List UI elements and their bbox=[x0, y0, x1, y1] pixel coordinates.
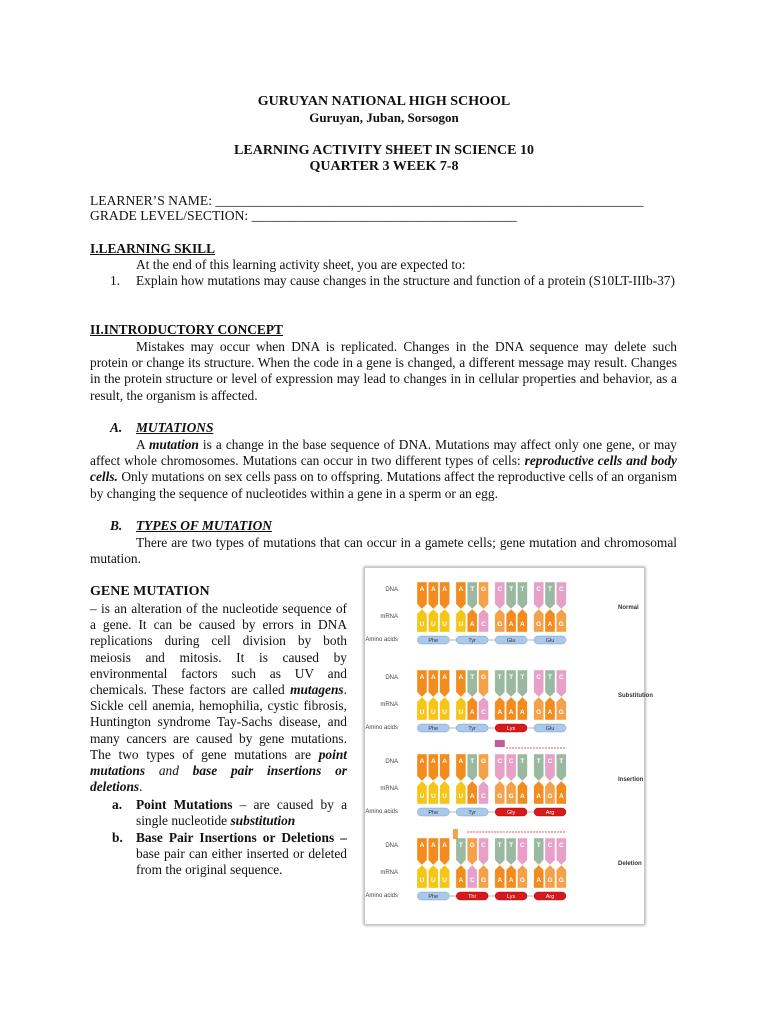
dna-base-letter: T bbox=[470, 674, 475, 681]
dna-base-letter: C bbox=[536, 674, 542, 681]
mrna-base-letter: C bbox=[481, 793, 486, 800]
dna-base-letter: T bbox=[497, 674, 502, 681]
mrna-base-letter: C bbox=[481, 621, 486, 628]
mrna-base-letter: G bbox=[558, 877, 564, 884]
dna-row-label: DNA bbox=[385, 759, 398, 765]
objective-number: 1. bbox=[110, 273, 121, 288]
gene-mutation-heading: GENE MUTATION bbox=[90, 584, 210, 599]
mrna-base-letter: U bbox=[419, 621, 425, 628]
mrna-base-letter: G bbox=[480, 877, 487, 884]
dna-base-letter: T bbox=[458, 842, 463, 849]
learner-name-label: LEARNER’S NAME: bbox=[90, 193, 216, 208]
introductory-concept-paragraph: Mistakes may occur when DNA is replicated. Changes in the DNA sequence may delete such protein or change its structure. When the code in a gene is changed, a different message may result. Changes in the protein structure or level of expression may lead to changes in in cellular properties and behavior, as a result, the organism is affected. bbox=[90, 339, 677, 403]
amino-acids-row-label: Amino acids bbox=[365, 809, 398, 815]
amino-acids-row-label: Amino acids bbox=[365, 893, 398, 899]
learning-skill-intro: At the end of this learning activity sheet, you are expected to: bbox=[136, 257, 466, 272]
insertions-deletions-text: base pair can either inserted or deleted from the original sequence. bbox=[136, 846, 347, 878]
dna-base-letter: A bbox=[419, 586, 425, 593]
dna-base-letter: T bbox=[559, 758, 564, 765]
mrna-base-letter: A bbox=[536, 793, 542, 800]
dna-base-letter: A bbox=[430, 586, 436, 593]
learner-name-row bbox=[90, 193, 644, 209]
gene-text-2: . Sickle cell anemia, hemophilia, cystic fibrosis, Huntington syndrome Tay-Sachs disease, and many cancers are caused by gene mutations. The two types of gene mutations are bbox=[90, 682, 347, 762]
mrna-base-letter: U bbox=[430, 793, 436, 800]
dna-base-letter: A bbox=[430, 842, 436, 849]
section-a-letter: A. bbox=[110, 420, 123, 435]
amino-acid-name: Phe bbox=[428, 726, 439, 732]
dna-base-letter: C bbox=[558, 842, 564, 849]
types-of-mutation-heading: TYPES OF MUTATION bbox=[136, 518, 272, 533]
mrna-base-letter: G bbox=[547, 793, 553, 800]
dna-base-letter: A bbox=[430, 674, 436, 681]
amino-acid-name: Lys bbox=[506, 726, 516, 732]
mrna-base-letter: G bbox=[536, 709, 542, 716]
dna-base-letter: T bbox=[470, 586, 475, 593]
panel-label-normal: Normal bbox=[618, 605, 639, 611]
dna-base-letter: C bbox=[547, 758, 553, 765]
dna-base-letter: A bbox=[442, 674, 447, 681]
learner-name-blank[interactable]: _______________________________________________________________ bbox=[215, 193, 644, 208]
gene-mutation-paragraph bbox=[90, 601, 347, 795]
section-b-letter: B. bbox=[110, 518, 123, 533]
objective-text: Explain how mutations may cause changes in the structure and function of a protein (S10LT-IIIb-37) bbox=[136, 273, 675, 288]
introductory-concept-heading: II.INTRODUCTORY CONCEPT bbox=[90, 322, 283, 337]
dna-base-letter: T bbox=[470, 758, 475, 765]
mrna-base-letter: A bbox=[508, 709, 514, 716]
dna-base-letter: T bbox=[509, 674, 514, 681]
point-mutations-term: point mutations bbox=[90, 746, 347, 779]
mrna-base-letter: G bbox=[519, 877, 525, 884]
mutations-text-3: Only mutations on sex cells pass on to offspring. Mutations affect the reproductive cells of an organism by changing the sequence of nucleotides within a gene in a sperm or an egg. bbox=[90, 469, 677, 501]
mrna-base-letter: U bbox=[430, 877, 436, 884]
mrna-base-letter: A bbox=[558, 793, 564, 800]
dna-row-label: DNA bbox=[385, 675, 398, 681]
mutation-diagram bbox=[365, 568, 653, 924]
dna-row-label: DNA bbox=[385, 843, 398, 849]
deleted-base-marker bbox=[453, 829, 458, 839]
base-pair-term: base pair insertions or deletions bbox=[90, 763, 347, 795]
mutations-text-1: A bbox=[136, 437, 149, 452]
gene-text-end: . bbox=[139, 779, 143, 795]
mrna-base-letter: A bbox=[520, 793, 525, 800]
inserted-base-marker bbox=[495, 740, 505, 747]
dna-base-letter: T bbox=[520, 586, 525, 593]
mrna-base-letter: G bbox=[497, 793, 503, 800]
mrna-base-letter: A bbox=[547, 709, 553, 716]
amino-acids-row-label: Amino acids bbox=[365, 725, 398, 731]
mutations-text-2: is a change in the base sequence of DNA. Mutations may affect only one gene, or may affect whole chromosomes. Mutations can occur in two different types of cells: bbox=[90, 437, 677, 469]
amino-acid-name: Tyr bbox=[468, 638, 477, 644]
mrna-base-letter: A bbox=[508, 877, 514, 884]
mrna-base-letter: G bbox=[547, 877, 553, 884]
mrna-base-letter: C bbox=[469, 877, 475, 884]
mrna-base-letter: A bbox=[497, 877, 503, 884]
dna-base-letter: G bbox=[480, 586, 487, 593]
dna-base-letter: T bbox=[548, 674, 552, 681]
mrna-base-letter: G bbox=[558, 709, 564, 716]
cell-types-term: reproductive cells and body cells. bbox=[90, 453, 677, 485]
amino-acid-name: Gly bbox=[506, 810, 516, 816]
amino-acid-name: Phe bbox=[428, 810, 439, 816]
insertions-deletions-item bbox=[136, 830, 347, 879]
sheet-title: LEARNING ACTIVITY SHEET IN SCIENCE 10 bbox=[234, 143, 534, 158]
mrna-row-label: mRNA bbox=[380, 870, 398, 876]
list-a-letter: a. bbox=[112, 797, 123, 812]
grade-section-label: GRADE LEVEL/SECTION: bbox=[90, 208, 252, 223]
dna-base-letter: T bbox=[509, 586, 514, 593]
point-mutations-text: – are caused by a single nucleotide bbox=[136, 797, 348, 829]
mrna-base-letter: A bbox=[469, 621, 475, 628]
mrna-base-letter: U bbox=[430, 709, 436, 716]
learning-skill-heading: I.LEARNING SKILL bbox=[90, 241, 216, 256]
mrna-base-letter: U bbox=[458, 793, 464, 800]
mrna-base-letter: A bbox=[508, 621, 514, 628]
mrna-base-letter: G bbox=[497, 621, 503, 628]
dna-base-letter: A bbox=[419, 758, 425, 765]
mrna-base-letter: C bbox=[481, 709, 486, 716]
mrna-base-letter: A bbox=[536, 877, 542, 884]
amino-acid-name: Glu bbox=[545, 638, 555, 644]
dna-base-letter: C bbox=[508, 758, 514, 765]
grade-section-row bbox=[90, 208, 517, 224]
mrna-base-letter: A bbox=[458, 877, 464, 884]
dna-base-letter: T bbox=[509, 842, 514, 849]
insertions-deletions-title: Base Pair Insertions or Deletions – bbox=[136, 830, 347, 845]
dna-base-letter: A bbox=[442, 842, 447, 849]
mrna-base-letter: U bbox=[419, 709, 425, 716]
mrna-base-letter: U bbox=[458, 709, 464, 716]
amino-acid-name: Phe bbox=[428, 894, 439, 900]
dna-base-letter: A bbox=[430, 758, 436, 765]
amino-acid-name: Glu bbox=[506, 638, 516, 644]
gene-text-and: and bbox=[145, 763, 193, 779]
dna-base-letter: T bbox=[548, 586, 552, 593]
amino-acid-name: Thr bbox=[468, 894, 477, 900]
point-mutations-title: Point Mutations bbox=[136, 797, 233, 812]
mrna-base-letter: A bbox=[547, 621, 553, 628]
mrna-base-letter: A bbox=[520, 709, 525, 716]
panel-label-deletion: Deletion bbox=[618, 861, 642, 867]
dna-base-letter: C bbox=[558, 586, 564, 593]
dna-base-letter: T bbox=[497, 842, 502, 849]
dna-base-letter: C bbox=[547, 842, 553, 849]
list-b-letter: b. bbox=[112, 830, 123, 845]
dna-base-letter: T bbox=[520, 674, 525, 681]
mrna-base-letter: U bbox=[419, 793, 425, 800]
dna-base-letter: C bbox=[481, 842, 486, 849]
substitution-term: substitution bbox=[230, 813, 296, 829]
types-of-mutation-paragraph: There are two types of mutations that can occur in a gamete cells; gene mutation and chromosomal mutation. bbox=[90, 535, 677, 567]
mrna-base-letter: U bbox=[419, 877, 425, 884]
dna-base-letter: G bbox=[480, 758, 487, 765]
dna-base-letter: A bbox=[442, 758, 447, 765]
dna-base-letter: T bbox=[536, 758, 541, 765]
amino-acid-name: Arg bbox=[545, 894, 555, 900]
dna-base-letter: C bbox=[497, 586, 503, 593]
dna-base-letter: A bbox=[458, 758, 464, 765]
school-name: GURUYAN NATIONAL HIGH SCHOOL bbox=[257, 94, 511, 109]
grade-section-blank[interactable]: _______________________________________ bbox=[251, 208, 517, 223]
mrna-base-letter: A bbox=[469, 793, 475, 800]
amino-acid-name: Phe bbox=[428, 638, 439, 644]
dna-base-letter: T bbox=[520, 758, 525, 765]
dna-base-letter: T bbox=[536, 842, 541, 849]
mutation-term: mutation bbox=[148, 437, 199, 452]
mrna-row-label: mRNA bbox=[380, 702, 398, 708]
mrna-base-letter: G bbox=[558, 621, 564, 628]
dna-base-letter: A bbox=[419, 674, 425, 681]
mrna-base-letter: A bbox=[469, 709, 475, 716]
amino-acid-name: Tyr bbox=[468, 810, 477, 816]
dna-base-letter: G bbox=[469, 842, 475, 849]
quarter-week: QUARTER 3 WEEK 7-8 bbox=[309, 159, 459, 174]
panel-label-substitution: Substitution bbox=[618, 693, 653, 699]
mutations-heading: MUTATIONS bbox=[136, 420, 214, 435]
mrna-row-label: mRNA bbox=[380, 614, 398, 620]
dna-base-letter: A bbox=[442, 586, 447, 593]
amino-acids-row-label: Amino acids bbox=[365, 637, 398, 643]
mrna-base-letter: U bbox=[442, 709, 447, 716]
dna-base-letter: A bbox=[419, 842, 425, 849]
mrna-row-label: mRNA bbox=[380, 786, 398, 792]
dna-base-letter: A bbox=[458, 586, 464, 593]
dna-base-letter: C bbox=[536, 586, 542, 593]
dna-base-letter: A bbox=[458, 674, 464, 681]
mrna-base-letter: U bbox=[458, 621, 464, 628]
panel-label-insertion: Insertion bbox=[618, 777, 644, 783]
mrna-base-letter: U bbox=[442, 621, 447, 628]
amino-acid-name: Glu bbox=[545, 726, 555, 732]
amino-acid-name: Arg bbox=[545, 810, 555, 816]
amino-acid-name: Tyr bbox=[468, 726, 477, 732]
point-mutations-item bbox=[136, 797, 347, 829]
mrna-base-letter: G bbox=[508, 793, 514, 800]
gene-mutation-figure bbox=[364, 567, 653, 925]
mrna-base-letter: A bbox=[520, 621, 525, 628]
dna-base-letter: C bbox=[558, 674, 564, 681]
mrna-base-letter: G bbox=[536, 621, 542, 628]
mrna-base-letter: U bbox=[442, 793, 447, 800]
mutations-paragraph bbox=[90, 437, 677, 502]
mrna-base-letter: U bbox=[430, 621, 436, 628]
dna-row-label: DNA bbox=[385, 587, 398, 593]
dna-base-letter: C bbox=[497, 758, 503, 765]
mrna-base-letter: A bbox=[497, 709, 503, 716]
mrna-base-letter: U bbox=[442, 877, 447, 884]
dna-base-letter: C bbox=[520, 842, 525, 849]
mutagens-term: mutagens bbox=[290, 682, 344, 698]
gene-text-1: – is an alteration of the nucleotide sequence of a gene. It can be caused by errors in DNA replications during cell division by both meiosis and mitosis. It is caused by environmental factors such as UV and chemicals. These factors are called bbox=[90, 601, 347, 698]
amino-acid-name: Lys bbox=[506, 894, 516, 900]
dna-base-letter: G bbox=[480, 674, 487, 681]
school-address: Guruyan, Juban, Sorsogon bbox=[309, 110, 459, 125]
